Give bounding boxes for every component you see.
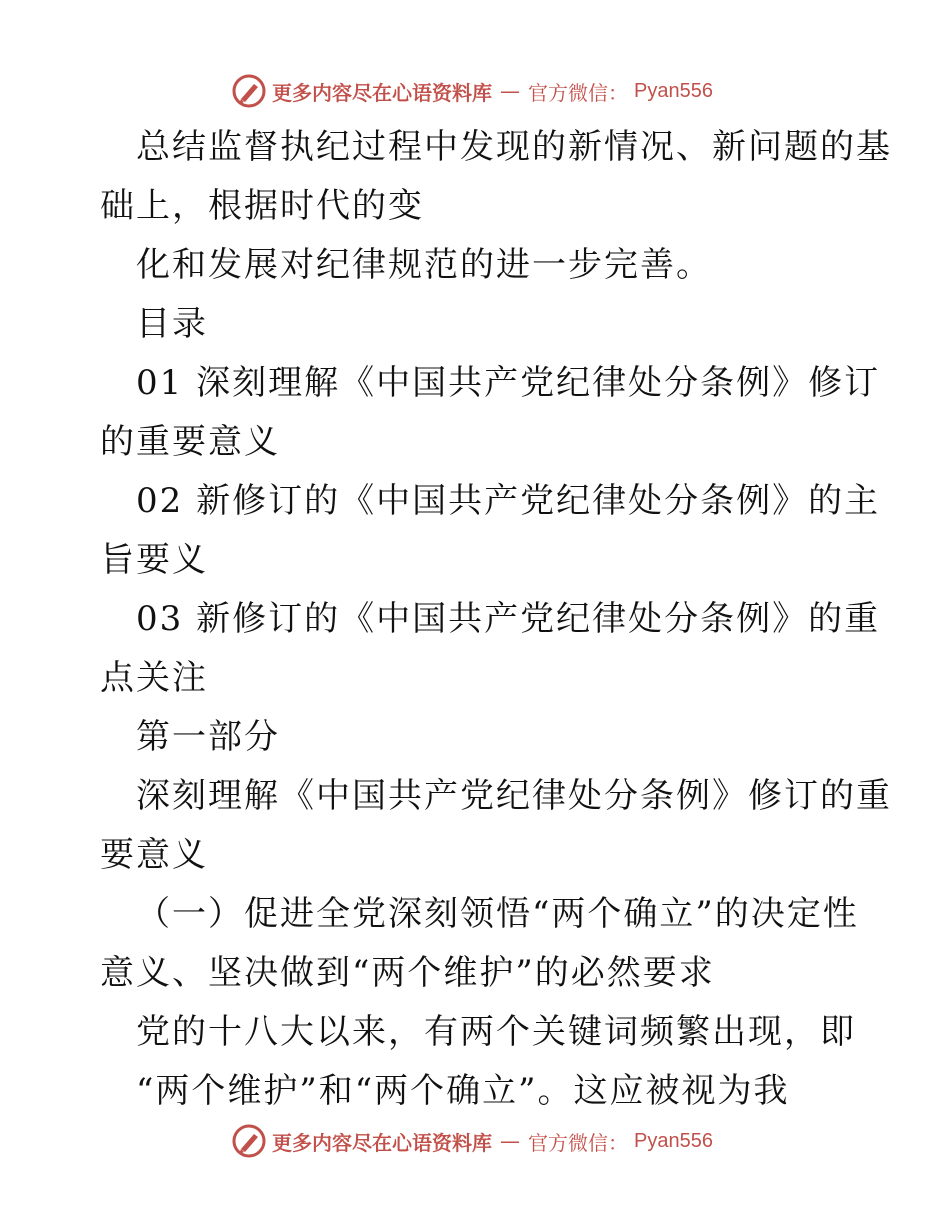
header-banner-sub: 官方微信： <box>528 80 628 105</box>
text-line: “两个维护”和“两个确立”。这应被视为我 <box>136 1071 790 1111</box>
section-title: 深刻理解《中国共产党纪律处分条例》修订的重 <box>136 776 892 816</box>
footer-banner-sub: 官方微信： <box>528 1130 628 1155</box>
text-line: 总结监督执纪过程中发现的新情况、新问题的基 <box>136 127 892 167</box>
pen-logo-icon <box>232 74 266 108</box>
header-banner-id: Pyan556 <box>634 79 713 102</box>
text-line: 旨要义 <box>100 540 208 580</box>
text-line: 化和发展对纪律规范的进一步完善。 <box>136 245 712 285</box>
footer-banner-dash: — <box>500 1129 520 1153</box>
body-text <box>100 118 892 1121</box>
text-line: 础上，根据时代的变 <box>100 186 424 226</box>
pen-logo-icon <box>232 1124 266 1158</box>
header-banner-dash: — <box>500 79 520 103</box>
footer-banner-id: Pyan556 <box>634 1129 713 1152</box>
subsection-heading: （一）促进全党深刻领悟“两个确立”的决定性 <box>136 894 859 934</box>
footer-banner-text: 更多内容尽在心语资料库 <box>272 1130 492 1155</box>
text-line: 要意义 <box>100 835 208 875</box>
footer-watermark <box>232 1122 713 1160</box>
text-line: 的重要意义 <box>100 422 280 462</box>
text-line: 党的十八大以来，有两个关键词频繁出现，即 <box>136 1012 856 1052</box>
header-banner-text: 更多内容尽在心语资料库 <box>272 80 492 105</box>
text-line: 点关注 <box>100 658 208 698</box>
toc-item-02: 02 新修订的《中国共产党纪律处分条例》的主 <box>136 481 881 521</box>
header-watermark <box>232 72 713 110</box>
text-line: 目录 <box>136 304 208 344</box>
toc-item-01: 01 深刻理解《中国共产党纪律处分条例》修订 <box>136 363 881 403</box>
toc-item-03: 03 新修订的《中国共产党纪律处分条例》的重 <box>136 599 881 639</box>
text-line: 意义、坚决做到“两个维护”的必然要求 <box>100 953 715 993</box>
section-heading: 第一部分 <box>136 717 280 757</box>
